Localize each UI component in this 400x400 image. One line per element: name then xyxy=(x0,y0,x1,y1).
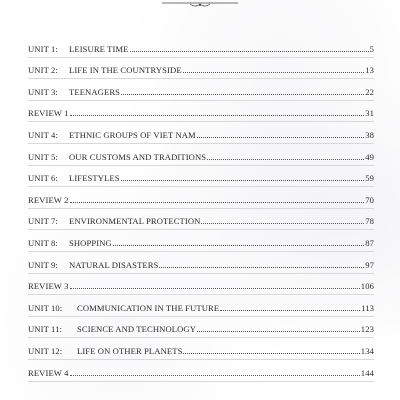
toc-review-entry[interactable] xyxy=(28,274,374,296)
unit-title: SHOPPING xyxy=(69,237,112,248)
unit-title: LIFE IN THE COUNTRYSIDE xyxy=(69,65,182,76)
page-number: 70 xyxy=(365,194,374,205)
dot-leader xyxy=(121,93,364,95)
unit-label: UNIT 11: xyxy=(28,324,62,335)
unit-label: UNIT 7: xyxy=(28,216,58,227)
toc-entry[interactable] xyxy=(28,230,374,252)
dot-leader xyxy=(113,244,364,246)
table-of-contents xyxy=(28,36,374,382)
dot-leader xyxy=(183,71,365,73)
unit-title: LIFESTYLES xyxy=(69,173,120,184)
unit-label: UNIT 8: xyxy=(28,237,58,248)
dot-leader xyxy=(70,201,365,203)
unit-label: UNIT 3: xyxy=(28,86,58,97)
toc-entry[interactable] xyxy=(28,79,374,101)
page-number: 144 xyxy=(360,367,374,378)
dot-leader xyxy=(207,158,364,160)
toc-entry[interactable] xyxy=(28,295,374,317)
unit-title: SCIENCE AND TECHNOLOGY xyxy=(77,324,197,335)
page-number: 31 xyxy=(365,108,374,119)
unit-label: UNIT 1: xyxy=(28,43,58,54)
unit-label: UNIT 12: xyxy=(28,345,63,356)
unit-title: TEENAGERS xyxy=(69,86,121,97)
toc-review-entry[interactable] xyxy=(28,101,374,123)
unit-label: UNIT 9: xyxy=(28,259,58,270)
toc-entry[interactable] xyxy=(28,252,374,274)
page-number: 38 xyxy=(365,129,374,140)
dot-leader xyxy=(183,352,359,354)
dot-leader xyxy=(197,136,364,138)
toc-entry[interactable] xyxy=(28,338,374,360)
header-ornament-icon xyxy=(160,0,240,8)
unit-title: ENVIRONMENTAL PROTECTION xyxy=(69,216,201,227)
review-title: REVIEW 1 xyxy=(28,108,69,119)
unit-title: LEISURE TIME xyxy=(69,43,129,54)
dot-leader xyxy=(70,287,360,289)
dot-leader xyxy=(70,374,360,376)
toc-entry[interactable] xyxy=(28,166,374,188)
unit-label: UNIT 5: xyxy=(28,151,58,162)
unit-label: UNIT 6: xyxy=(28,173,58,184)
page-number: 59 xyxy=(365,173,374,184)
page-number: 5 xyxy=(369,43,374,54)
page-number: 49 xyxy=(365,151,374,162)
review-title: REVIEW 4 xyxy=(28,367,69,378)
unit-title: LIFE ON OTHER PLANETS xyxy=(77,345,183,356)
toc-entry[interactable] xyxy=(28,144,374,166)
dot-leader xyxy=(201,222,364,224)
dot-leader xyxy=(130,50,369,52)
page-number: 123 xyxy=(360,324,374,335)
toc-entry[interactable] xyxy=(28,317,374,339)
toc-entry[interactable] xyxy=(28,58,374,80)
page-number: 97 xyxy=(365,259,374,270)
toc-review-entry[interactable] xyxy=(28,187,374,209)
dot-leader xyxy=(121,179,365,181)
unit-title: OUR CUSTOMS AND TRADITIONS xyxy=(69,151,207,162)
dot-leader xyxy=(159,266,364,268)
toc-entry[interactable] xyxy=(28,209,374,231)
page-number: 134 xyxy=(360,345,374,356)
unit-label: UNIT 10: xyxy=(28,302,63,313)
toc-entry[interactable] xyxy=(28,122,374,144)
toc-review-entry[interactable] xyxy=(28,360,374,382)
page-number: 87 xyxy=(365,237,374,248)
unit-label: UNIT 2: xyxy=(28,65,58,76)
page-number: 13 xyxy=(365,65,374,76)
unit-title: NATURAL DISASTERS xyxy=(69,259,159,270)
page-number: 113 xyxy=(361,302,374,313)
review-title: REVIEW 2 xyxy=(28,194,69,205)
dot-leader xyxy=(220,309,360,311)
unit-title: ETHNIC GROUPS OF VIET NAM xyxy=(69,129,196,140)
review-title: REVIEW 3 xyxy=(28,281,69,292)
page-number: 22 xyxy=(365,86,374,97)
unit-label: UNIT 4: xyxy=(28,129,58,140)
unit-title: COMMUNICATION IN THE FUTURE xyxy=(77,302,220,313)
dot-leader xyxy=(70,114,365,116)
dot-leader xyxy=(197,330,360,332)
page-number: 106 xyxy=(360,281,374,292)
toc-entry[interactable] xyxy=(28,36,374,58)
page-number: 78 xyxy=(365,216,374,227)
